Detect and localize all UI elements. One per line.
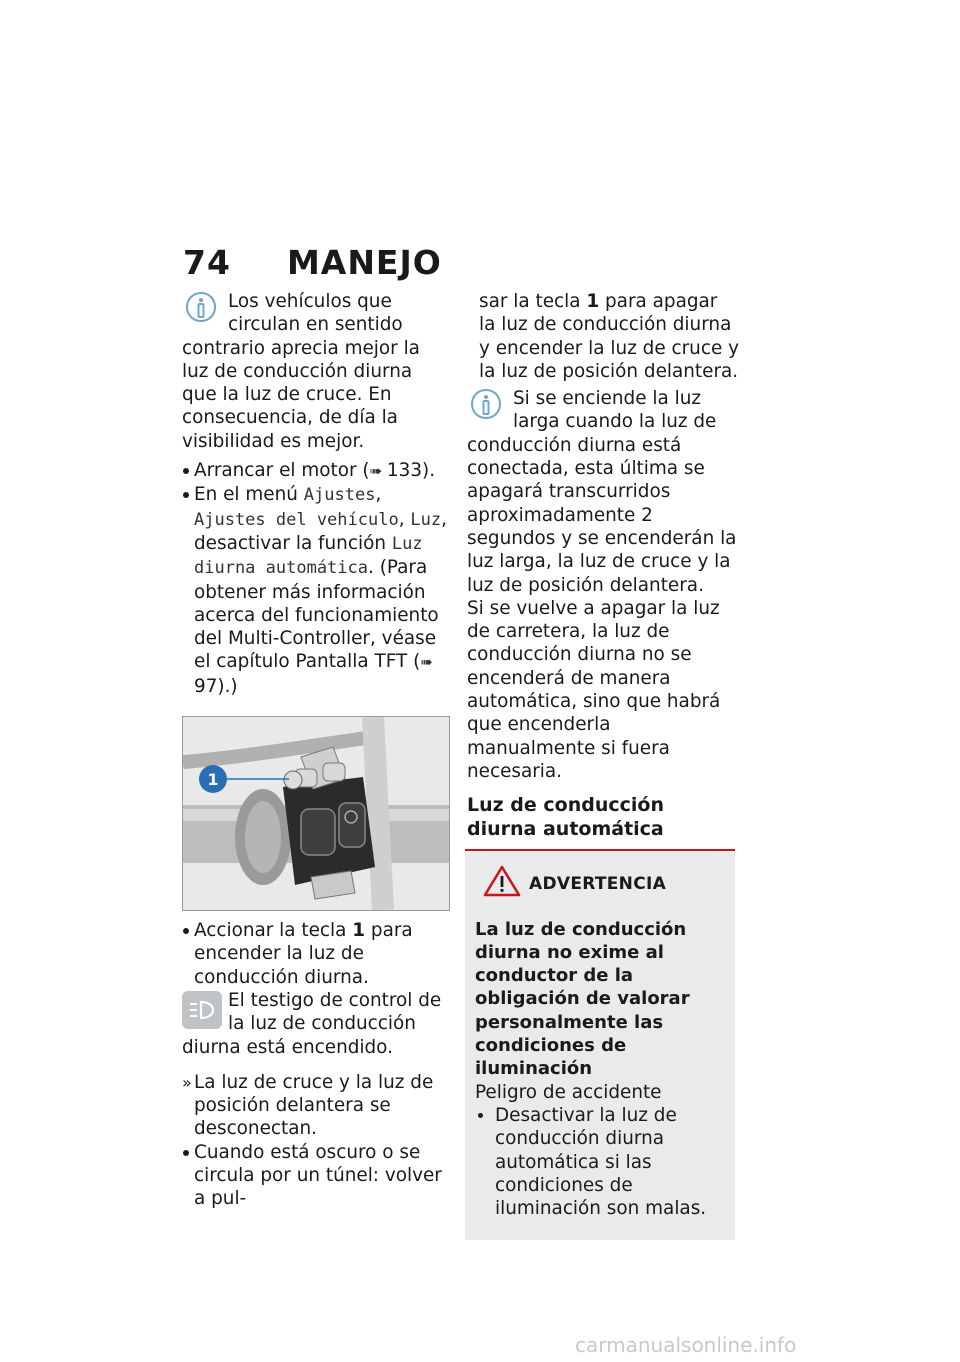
paragraph: Si se vuelve a apagar la luz de carretera, la luz de conducción diurna no se encenderá de manera automática, sino que habrá que encenderla manualmente si fuera necesaria. [467, 597, 721, 782]
continued-step: sar la tecla 1 para apagar la luz de conducción diurna y encender la luz de cruce y la luz de posición delantera. [479, 291, 739, 382]
steps-list-3 [182, 1141, 450, 1211]
info-note [182, 290, 450, 453]
page-ref-arrow-icon: ➠ [369, 462, 387, 481]
warning-box [465, 849, 735, 1240]
result-item: » La luz de cruce y la luz de posición delantera se desconectan. [182, 1071, 434, 1140]
list-item: Arrancar el motor (➠ 133). [182, 459, 450, 483]
section-heading: Luz de conducción diurna automática [467, 794, 664, 841]
info-icon [182, 290, 220, 334]
warning-triangle-icon [483, 865, 521, 903]
steps-list-2 [182, 919, 450, 989]
key-number: 1 [352, 920, 366, 942]
steps-list [182, 459, 450, 698]
section-title-header: MANEJO [286, 243, 442, 282]
note-text: Los vehículos que circulan en sentido contrario aprecia mejor la luz de conducción diurna que la luz de cruce. En consecuencia, de día la visibilidad es mejor. [182, 291, 420, 452]
indicator-note [182, 989, 450, 1059]
page-ref-arrow-icon: ➠ [420, 653, 433, 672]
page-ref[interactable]: 133 [386, 460, 423, 482]
menu-term: Luz diurna automática [194, 533, 423, 579]
warning-header [475, 865, 723, 903]
page-header [183, 243, 442, 282]
info-note-2 [467, 387, 739, 597]
menu-term: Ajustes del vehículo [194, 509, 399, 530]
list-item: Accionar la tecla 1 para encender la luz de conducción diurna. [182, 919, 450, 989]
info-icon [467, 387, 505, 431]
handlebar-switch-figure [182, 716, 450, 911]
result-arrow-icon: » [182, 1072, 192, 1092]
warning-title: ADVERTENCIA [529, 873, 667, 894]
warning-list [475, 1104, 723, 1220]
note-text: Si se enciende la luz larga cuando la luz de conducción diurna está conectada, esta última se apagará transcurridos aproximadamente 2 segundos y se encenderán la luz larga, la luz de cruce y la luz de posición delantera. [467, 388, 737, 596]
key-number: 1 [586, 291, 600, 312]
left-column [182, 290, 450, 1211]
warning-bold-text: La luz de conducción diurna no exime al conductor de la obligación de valorar personalmente las condiciones de iluminación [475, 918, 690, 1080]
list-item: Desactivar la luz de conducción diurna automática si las condiciones de iluminación son malas. [475, 1104, 723, 1220]
right-column [467, 290, 739, 1240]
list-item: Cuando está oscuro o se circula por un túnel: volver a pul- [182, 1141, 450, 1211]
figure-callout-label: 1 [207, 770, 219, 790]
list-item: En el menú Ajustes, Ajustes del vehículo, Luz, desactivar la función Luz diurna automática. (Para obtener más información acerca del funcionamiento del Multi-Controller, véase el capítulo Pantalla TFT (➠ 97).) [182, 483, 450, 698]
menu-term: Luz [410, 509, 442, 530]
page-ref[interactable]: 97 [194, 675, 218, 697]
indicator-note-text: El testigo de control de la luz de conducción diurna está encendido. [182, 989, 442, 1058]
daytime-running-light-indicator-icon [182, 991, 222, 1029]
warning-hazard: Peligro de accidente [475, 1081, 662, 1103]
watermark: carmanualsonline.info [575, 1333, 797, 1357]
page-number: 74 [183, 243, 231, 282]
menu-term: Ajustes [303, 485, 376, 506]
